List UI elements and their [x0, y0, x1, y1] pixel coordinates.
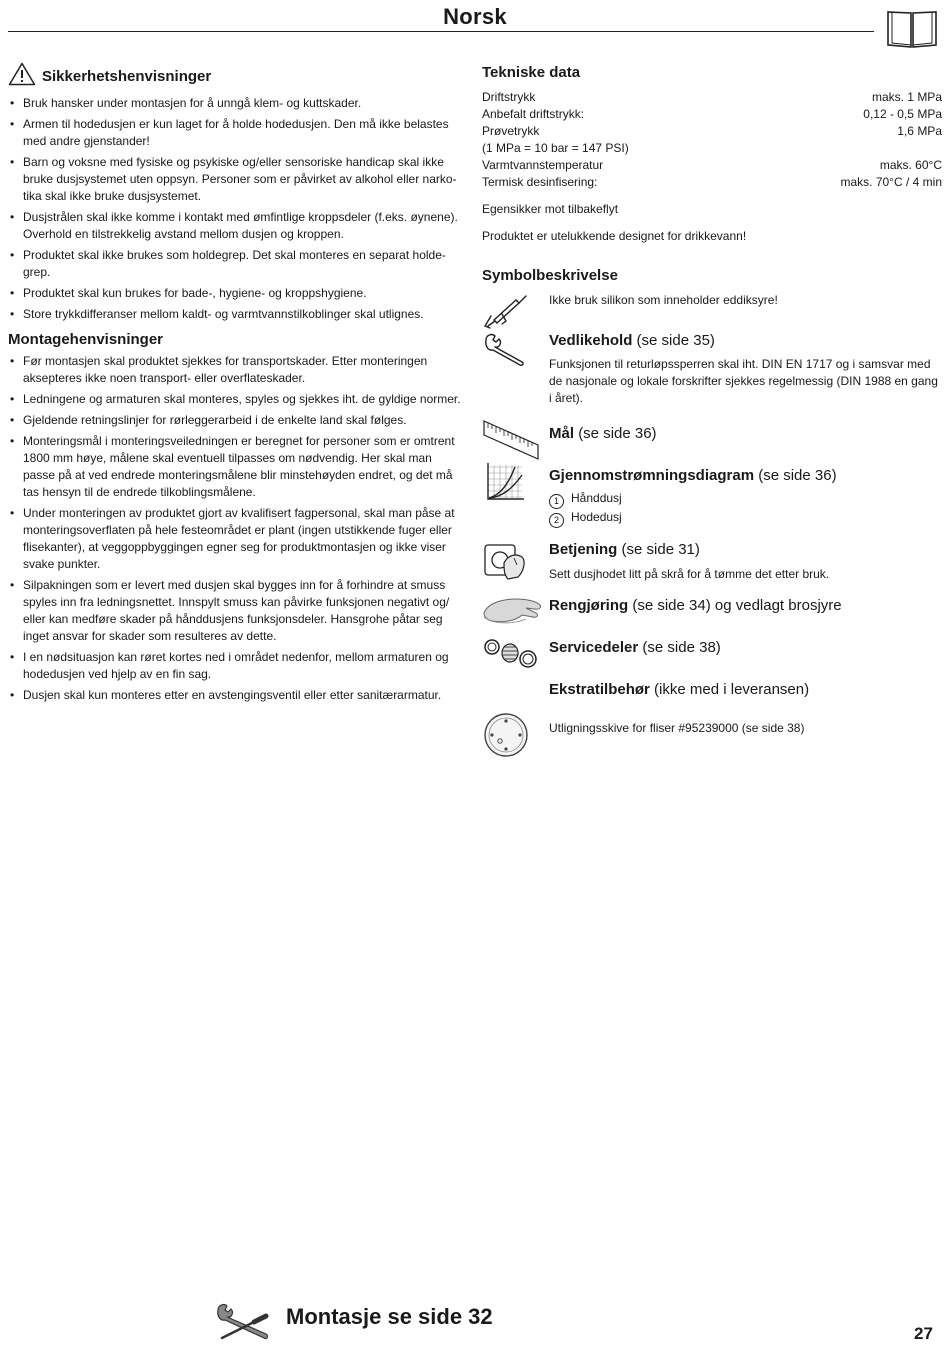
maintenance-ref: (se side 35): [636, 332, 715, 349]
service-row: [482, 639, 942, 669]
cleaning-ref: (se side 34) og vedlagt brosjyre: [632, 597, 842, 614]
header-rule: [8, 31, 874, 32]
table-row: [482, 123, 942, 140]
dimensions-row: [482, 425, 942, 459]
dimensions-title: Mål: [549, 425, 575, 442]
flow-ref: (se side 36): [758, 467, 837, 484]
ruler-icon: [482, 419, 540, 466]
tech-label: Termisk desinfisering:: [482, 175, 598, 189]
list-item: • Monteringsmål i monteringsveiledningen er beregnet for personer som er omtrent 1800 mm høye, målene skal eventuell tilpasses om nødvendig. Her skal man passe på at ved endrede monteringsmålene blir minstehøyden endret, og det må tas hensyn til de endrede tilkoblingsmålene.: [8, 433, 466, 501]
left-column: [8, 62, 466, 704]
tech-value: maks. 1 MPa: [871, 90, 942, 104]
operation-title: Betjening: [549, 541, 618, 558]
tools-icon: [214, 1302, 274, 1351]
right-column: [482, 62, 942, 737]
cleaning-heading: [549, 597, 942, 614]
tech-value: maks. 70°C / 4 min: [840, 175, 942, 189]
maintenance-text: Funksjonen til returløpssperren skal iht. DIN EN 1717 og i samsvar med de nasjonale og lokale forskrifter sjekkes regelmessig (DIN 1988 en gang i året).: [549, 357, 938, 405]
compensation-disc-icon: [482, 711, 530, 764]
number-badge: 1: [549, 494, 564, 509]
flow-row: [482, 467, 942, 528]
number-badge: 2: [549, 513, 564, 528]
list-item: • Ledningene og armaturen skal monteres, spyles og sjekkes iht. de gyldige normer.: [8, 391, 466, 408]
tech-label: Varmtvannstemperatur: [482, 158, 604, 172]
table-row: [482, 89, 942, 106]
flow-item-label: Hånddusj: [571, 491, 622, 505]
cleaning-hand-icon: [482, 591, 544, 632]
list-item: • Silpakningen som er levert med dusjen skal bygges inn for å forhindre at smuss spyles inn fra ledningsnettet. Innspylt smuss kan påvirke funksjonen negativt og/ eller kan medføre skader på hånddusjens funksjonsdeler. Hansgrohe påtar seg inget ansvar for skader som resulteres av dette.: [8, 577, 466, 645]
list-item: • Gjeldende retningslinjer for rørleggerarbeid i de enkelte land skal følges.: [8, 412, 466, 429]
mounting-title: Montagehenvisninger: [8, 331, 164, 348]
accessories-ref: (ikke med i leveransen): [654, 681, 810, 698]
drinking-water-note: Produktet er utelukkende designet for drikkevann!: [482, 229, 747, 243]
flow-title: Gjennomstrømningsdiagram: [549, 467, 755, 484]
list-item: • Før montasjen skal produktet sjekkes for transportskader. Etter monteringen aksepteres ikke noen transport- eller overflateskader.: [8, 353, 466, 387]
warning-triangle-icon: [8, 62, 36, 91]
symbols-title: Symbolbeskrivelse: [482, 267, 618, 284]
backflow-note: Egensikker mot tilbakeflyt: [482, 202, 619, 216]
list-item: • Barn og voksne med fysiske og psykiske og/eller sensoriske handicap skal ikke bruke dusjsystemet uten oppsyn. Personer som er påvirket av alkohol eller narko-tika skal ikke bruke dusjsystemet.: [8, 154, 466, 205]
dimensions-ref: (se side 36): [578, 425, 657, 442]
list-item: • Bruk hansker under montasjen for å unngå klem- og kuttskader.: [8, 95, 466, 112]
service-title: Servicedeler: [549, 639, 639, 656]
maintenance-title: Vedlikehold: [549, 332, 633, 349]
accessories-row: [482, 681, 942, 737]
silicone-text: Ikke bruk silikon som inneholder eddiksyre!: [549, 293, 778, 307]
list-item: • Produktet skal ikke brukes som holdegrep. Det skal monteres en separat holde-grep.: [8, 247, 466, 281]
tech-label: Driftstrykk: [482, 90, 536, 104]
flow-heading: [549, 467, 942, 484]
hand-operating-icon: [482, 539, 528, 588]
table-row: [482, 106, 942, 123]
list-item: • I en nødsituasjon kan røret kortes ned i området nedenfor, mellom armaturen og hodedusjen ved hjelp av en fin sag.: [8, 649, 466, 683]
cleaning-title: Rengjøring: [549, 597, 629, 614]
tech-value: maks. 60°C: [879, 158, 942, 172]
page-number: 27: [914, 1324, 933, 1343]
tech-table: [482, 89, 942, 191]
operation-heading: [549, 541, 942, 558]
silicone-gun-icon: [482, 290, 528, 335]
table-row: [482, 140, 942, 157]
list-item: [549, 509, 942, 528]
list-item: • Store trykkdifferanser mellom kaldt- og varmtvannstilkoblinger skal utlignes.: [8, 306, 466, 323]
operation-text: Sett dusjhodet litt på skrå for å tømme det etter bruk.: [549, 567, 830, 581]
accessories-title: Ekstratilbehør: [549, 681, 650, 698]
maintenance-heading: [549, 332, 942, 349]
footer-title: Montasje se side 32: [286, 1304, 493, 1329]
list-item: • Produktet skal kun brukes for bade-, hygiene- og kroppshygiene.: [8, 285, 466, 302]
list-item: [549, 490, 942, 509]
list-item: • Dusjen skal kun monteres etter en avstengingsventil eller etter sanitærarmatur.: [8, 687, 466, 704]
tech-label: Prøvetrykk: [482, 124, 540, 138]
accessories-heading: [549, 681, 942, 698]
maintenance-row: [482, 332, 942, 407]
mounting-list: [8, 353, 466, 704]
dimensions-heading: [549, 425, 942, 442]
service-ref: (se side 38): [642, 639, 721, 656]
flow-diagram-icon: [482, 461, 526, 510]
silicone-row: [482, 292, 942, 328]
safety-heading: [8, 62, 466, 91]
table-row: [482, 157, 942, 174]
tech-value: [754, 140, 942, 157]
tech-label: (1 MPa = 10 bar = 147 PSI): [482, 141, 629, 155]
list-item: • Under monteringen av produktet gjort av kvalifisert fagpersonal, skal man påse at monteringsoverflaten på hele festeområdet er plant (ingen utstikkende fuger eller flisekanter), at veggoppbyggingen egner seg for produktmontasjen og ikke viser svake punkter.: [8, 505, 466, 573]
cleaning-row: [482, 597, 942, 627]
operation-row: [482, 541, 942, 583]
safety-title: Sikkerhetshenvisninger: [42, 68, 212, 85]
service-heading: [549, 639, 942, 656]
operation-ref: (se side 31): [621, 541, 700, 558]
page-title: Norsk: [443, 4, 507, 29]
flow-item-label: Hodedusj: [571, 510, 622, 524]
tech-value: 1,6 MPa: [897, 124, 942, 138]
tech-value: 0,12 - 0,5 MPa: [863, 107, 942, 121]
safety-list: [8, 95, 466, 323]
tech-label: Anbefalt driftstrykk:: [482, 107, 585, 121]
list-item: • Armen til hodedusjen er kun laget for å holde hodedusjen. Den må ikke belastes med andre gjenstander!: [8, 116, 466, 150]
list-item: • Dusjstrålen skal ikke komme i kontakt med ømfintlige kroppsdeler (f.eks. øynene). Overhold en tilstrekkelig avstand mellom dusjen og kroppen.: [8, 209, 466, 243]
tech-title: Tekniske data: [482, 64, 581, 81]
wrench-icon: [482, 332, 528, 373]
accessories-text: Utligningsskive for fliser #95239000 (se side 38): [549, 721, 805, 735]
book-icon: [886, 9, 938, 54]
service-parts-icon: [482, 633, 540, 678]
table-row: [482, 174, 942, 191]
